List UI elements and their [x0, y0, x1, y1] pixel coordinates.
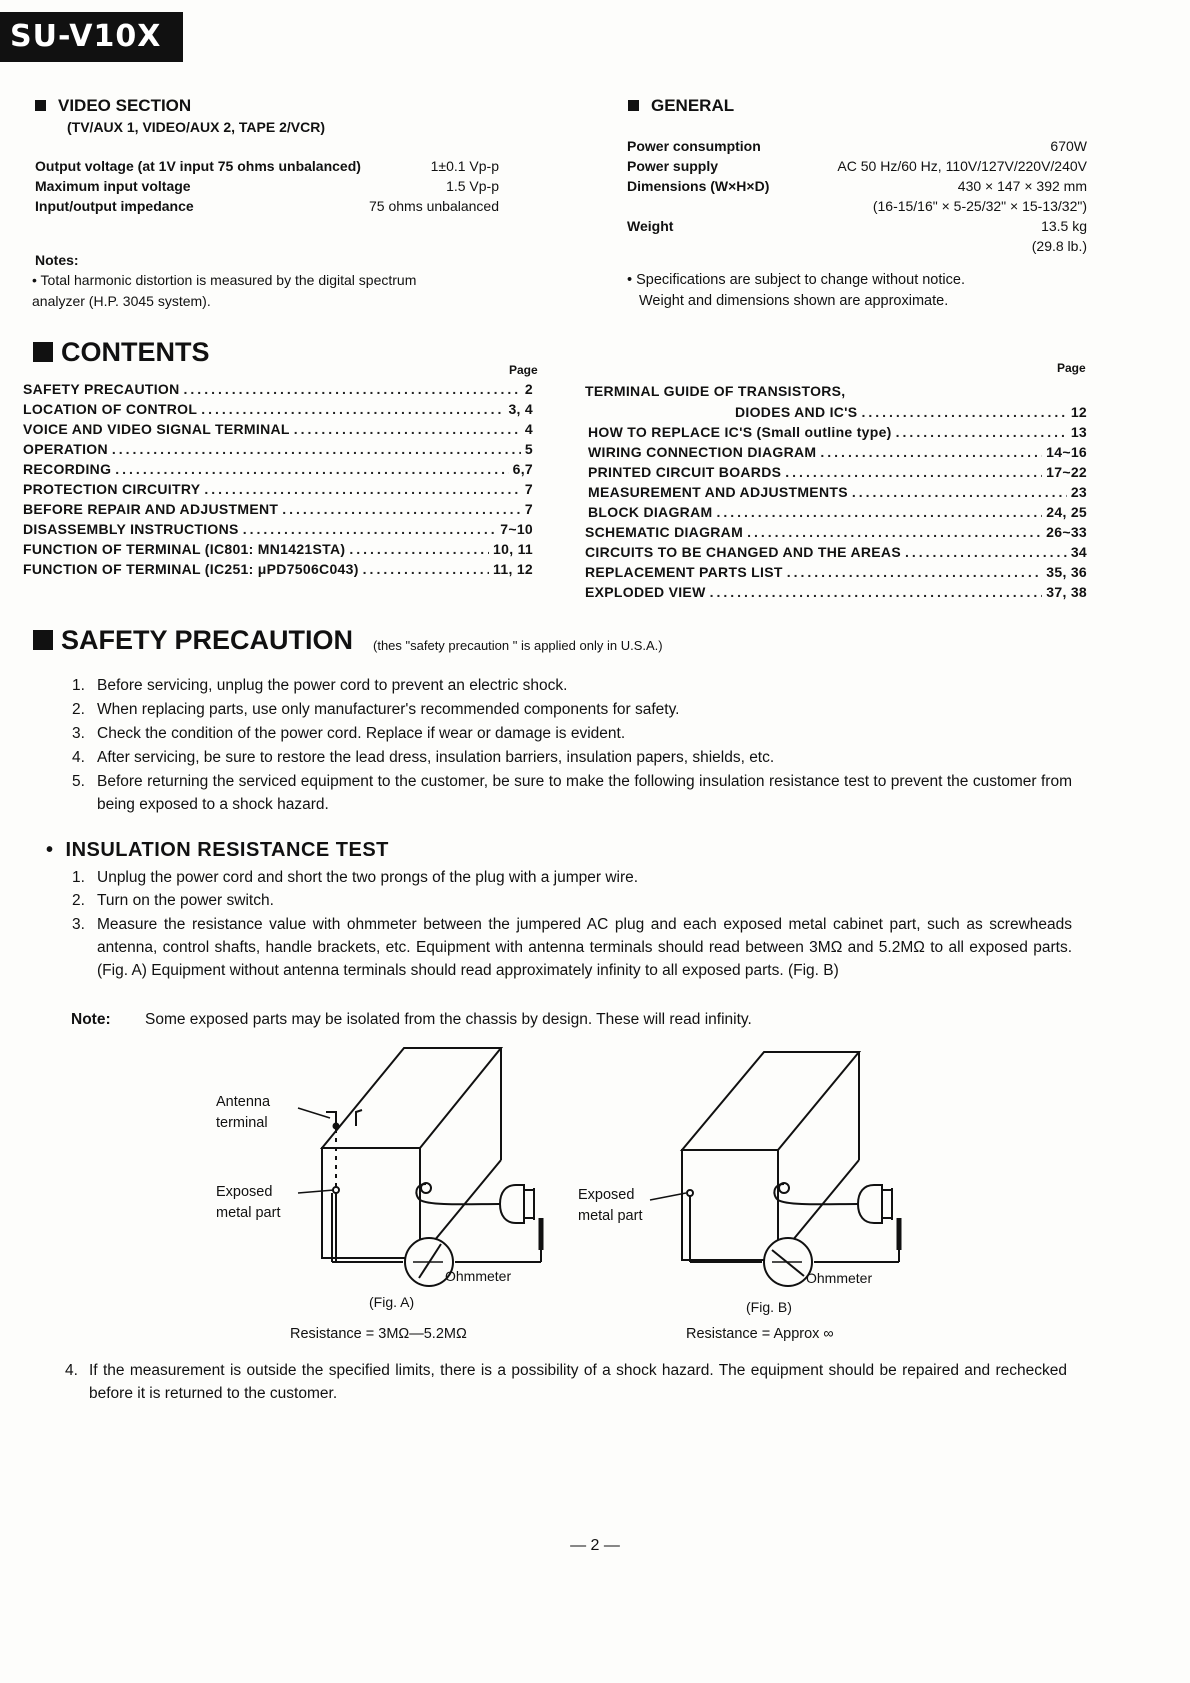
- spec-row: (16-15/16" × 5-25/32" × 15-13/32"): [872, 198, 1087, 214]
- insulation-item: 1. Unplug the power cord and short the two prongs of the plug with a jumper wire.: [72, 869, 639, 886]
- fig-b-ohmmeter-icon: [764, 1238, 812, 1286]
- fig-a-plug-icon: [500, 1185, 541, 1250]
- model-badge: SU-V10X: [0, 12, 183, 62]
- toc-entry: BEFORE REPAIR AND ADJUSTMENT ..... 7: [23, 501, 533, 521]
- fig-a-antenna-label: Antenna terminal: [216, 1094, 271, 1131]
- toc-entry: SCHEMATIC DIAGRAM ..... 26~33: [585, 524, 1087, 544]
- toc-entry: DISASSEMBLY INSTRUCTIONS ..... 7~10: [23, 521, 533, 541]
- insulation-item: 3. Measure the resistance value with ohmmeter between the jumpered AC plug and each exposed metal cabinet part, such as screwheads antenna, control shafts, handle brackets, etc. Equipment with antenna terminals should read between 3MΩ and 5.2MΩ to all exposed parts. (Fig. A) Equipment without antenna terminals should read approximately infinity to all exposed parts. (Fig. B): [72, 916, 1072, 979]
- toc-entry: OPERATION ..... 5: [23, 441, 533, 461]
- toc-entry: VOICE AND VIDEO SIGNAL TERMINAL ..... 4: [23, 421, 533, 441]
- bullet-icon: •: [46, 839, 54, 861]
- square-bullet-icon: [35, 100, 46, 111]
- insulation-item: 4. If the measurement is outside the specified limits, there is a possibility of a shock hazard. The equipment should be repaired and rechecked before it is returned to the customer.: [65, 1362, 1067, 1402]
- toc-entry: FUNCTION OF TERMINAL (IC801: MN1421STA) ..... 10, 11: [23, 541, 533, 561]
- video-section-heading: VIDEO SECTION: [35, 96, 191, 116]
- toc-entry: FUNCTION OF TERMINAL (IC251: μPD7506C043) ..... 11, 12: [23, 561, 533, 581]
- fig-b-exposed-label: Exposed metal part: [578, 1187, 643, 1224]
- toc-entry: DIODES AND IC'S ..... 12: [735, 404, 1087, 424]
- contents-heading: CONTENTS: [33, 337, 210, 368]
- spec-row: Power consumption 670W: [627, 138, 1087, 154]
- general-note-line: Weight and dimensions shown are approximate.: [639, 293, 949, 309]
- notes-label: Notes:: [35, 252, 79, 268]
- toc-entry: SAFETY PRECAUTION ..... 2: [23, 381, 533, 401]
- safety-item: 2. When replacing parts, use only manufacturer's recommended components for safety.: [72, 701, 680, 718]
- square-bullet-icon: [33, 342, 53, 362]
- square-bullet-icon: [33, 630, 53, 650]
- spec-row: Input/output impedance 75 ohms unbalanced: [35, 198, 499, 214]
- fig-a-caption: (Fig. A): [369, 1294, 415, 1310]
- page-number: — 2 —: [570, 1537, 620, 1554]
- toc-entry: HOW TO REPLACE IC'S (Small outline type) ..... 13: [588, 424, 1087, 444]
- fig-b-resistance: Resistance = Approx ∞: [686, 1326, 834, 1342]
- general-heading: GENERAL: [628, 96, 734, 116]
- toc-entry: BLOCK DIAGRAM ..... 24, 25: [588, 504, 1087, 524]
- contents-left-column: [23, 381, 533, 586]
- safety-note: (thes "safety precaution " is applied only in U.S.A.): [373, 638, 663, 653]
- safety-item: 4. After servicing, be sure to restore the lead dress, insulation barriers, insulation papers, shields, etc.: [72, 749, 775, 766]
- general-note-line: • Specifications are subject to change without notice.: [627, 272, 965, 288]
- safety-item: 5. Before returning the serviced equipment to the customer, be sure to make the following insulation resistance test to prevent the customer from being exposed to a shock hazard.: [72, 773, 1072, 813]
- toc-entry: MEASUREMENT AND ADJUSTMENTS ..... 23: [588, 484, 1087, 504]
- fig-b-cabinet: [682, 1052, 859, 1260]
- toc-entry: WIRING CONNECTION DIAGRAM ..... 14~16: [588, 444, 1087, 464]
- safety-heading: SAFETY PRECAUTION: [33, 625, 353, 656]
- toc-entry: PRINTED CIRCUIT BOARDS ..... 17~22: [588, 464, 1087, 484]
- spec-row: Weight 13.5 kg: [627, 218, 1087, 234]
- fig-b-caption: (Fig. B): [746, 1299, 792, 1315]
- spec-row: Dimensions (W×H×D) 430 × 147 × 392 mm: [627, 178, 1087, 194]
- fig-a-antenna-terminal-icon: [298, 1108, 362, 1193]
- toc-entry: PROTECTION CIRCUITRY ..... 7: [23, 481, 533, 501]
- page-column-label: Page: [509, 363, 538, 377]
- insulation-note: Note:: [71, 1011, 111, 1028]
- fig-b-plug-icon: [858, 1185, 899, 1250]
- insulation-item: 2. Turn on the power switch.: [72, 892, 274, 909]
- note-line: analyzer (H.P. 3045 system).: [32, 293, 211, 309]
- fig-a-exposed-label: Exposed metal part: [216, 1184, 281, 1221]
- video-section-subtitle: (TV/AUX 1, VIDEO/AUX 2, TAPE 2/VCR): [67, 119, 326, 135]
- page-column-label: Page: [1057, 361, 1086, 375]
- square-bullet-icon: [628, 100, 639, 111]
- toc-entry: LOCATION OF CONTROL ..... 3, 4: [23, 401, 533, 421]
- insulation-note-text: Some exposed parts may be isolated from the chassis by design. These will read infinity.: [145, 1011, 752, 1028]
- spec-row: Output voltage (at 1V input 75 ohms unbalanced) 1±0.1 Vp-p: [35, 158, 499, 174]
- spec-row: Power supply AC 50 Hz/60 Hz, 110V/127V/220V/240V: [627, 158, 1087, 174]
- fig-a-cabinet: [322, 1048, 501, 1258]
- fig-a-ohmmeter-label: Ohmmeter: [445, 1268, 512, 1284]
- toc-entry: REPLACEMENT PARTS LIST ..... 35, 36: [585, 564, 1087, 584]
- toc-entry-first-line: TERMINAL GUIDE OF TRANSISTORS,: [585, 383, 846, 399]
- safety-item: 1. Before servicing, unplug the power cord to prevent an electric shock.: [72, 677, 568, 694]
- toc-entry: EXPLODED VIEW ..... 37, 38: [585, 584, 1087, 604]
- toc-entry: CIRCUITS TO BE CHANGED AND THE AREAS ..... 34: [585, 544, 1087, 564]
- insulation-heading: • INSULATION RESISTANCE TEST: [46, 839, 389, 861]
- contents-right-column: [585, 383, 1087, 613]
- spec-row: (29.8 lb.): [1031, 238, 1087, 254]
- note-line: • Total harmonic distortion is measured by the digital spectrum: [32, 272, 417, 288]
- toc-entry: RECORDING ..... 6,7: [23, 461, 533, 481]
- safety-item: 3. Check the condition of the power cord. Replace if wear or damage is evident.: [72, 725, 626, 742]
- spec-row: Maximum input voltage 1.5 Vp-p: [35, 178, 499, 194]
- fig-a-resistance: Resistance = 3MΩ—5.2MΩ: [290, 1326, 467, 1342]
- fig-b-ohmmeter-label: Ohmmeter: [806, 1270, 873, 1286]
